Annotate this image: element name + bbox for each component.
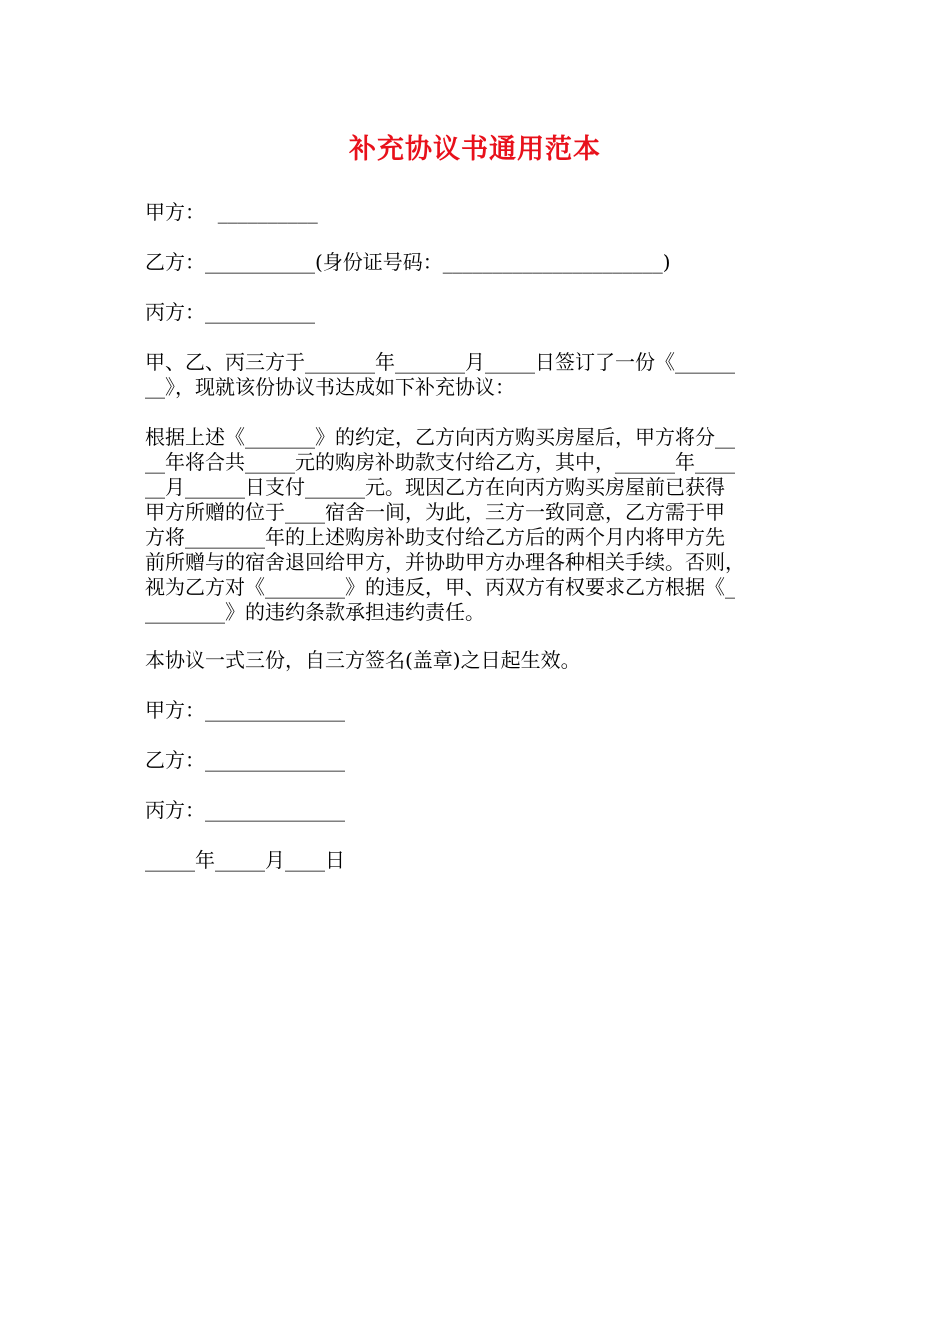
document-title: 补充协议书通用范本 — [349, 134, 601, 165]
signature-party-c: 丙方：______________ — [145, 798, 345, 822]
signature-party-a: 甲方：______________ — [145, 698, 345, 722]
party-c-line: 丙方：___________ — [145, 300, 315, 324]
party-b-line: 乙方：___________(身份证号码：______________________) — [145, 250, 671, 274]
body-line: 前所赠与的宿舍退回给甲方，并协助甲方办理各种相关手续。否则， — [145, 550, 745, 574]
body-line: 方将________年的上述购房补助支付给乙方后的两个月内将甲方先 — [145, 525, 725, 549]
party-a-line: 甲方： __________ — [145, 200, 318, 224]
body-paragraph — [145, 425, 825, 625]
signature-party-b: 乙方：______________ — [145, 748, 345, 772]
intro-paragraph — [145, 350, 825, 400]
body-line: __月______日支付______元。现因乙方在向丙方购买房屋前已获得 — [145, 475, 725, 499]
body-line: ________》的违约条款承担违约责任。 — [145, 600, 485, 624]
body-line: 视为乙方对《________》的违反，甲、丙双方有权要求乙方根据《_ — [145, 575, 735, 599]
date-line: _____年_____月____日 — [145, 848, 345, 872]
intro-line: 甲、乙、丙三方于_______年_______月_____日签订了一份《______ — [145, 350, 735, 374]
body-line: 根据上述《_______》的约定，乙方向丙方购买房屋后，甲方将分__ — [145, 425, 735, 449]
intro-line: __》，现就该份协议书达成如下补充协议： — [145, 375, 515, 399]
body-line: 甲方所赠的位于____宿舍一间，为此，三方一致同意，乙方需于甲 — [145, 500, 725, 524]
body-line: __年将合共_____元的购房补助款支付给乙方，其中，______年____ — [145, 450, 735, 474]
effect-line: 本协议一式三份，自三方签名(盖章)之日起生效。 — [145, 648, 581, 672]
